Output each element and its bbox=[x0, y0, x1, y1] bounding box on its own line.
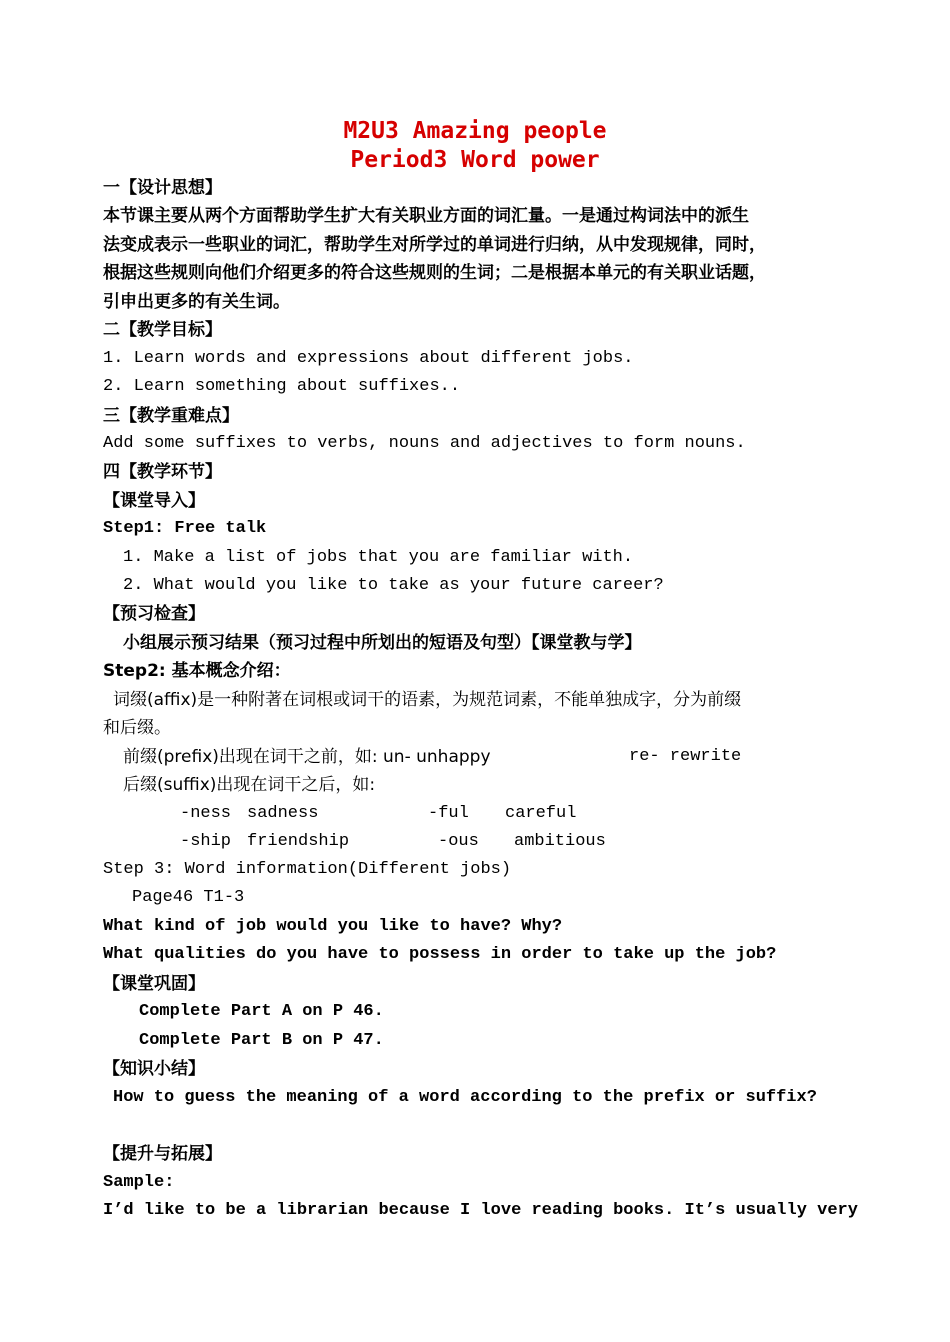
page-reference: Page46 T1-3 bbox=[132, 888, 245, 907]
document-subtitle: Period3 Word power bbox=[350, 147, 600, 173]
complete-part-a: Complete Part A on P 46. bbox=[139, 1002, 384, 1021]
consolidate-heading: 【课堂巩固】 bbox=[103, 974, 205, 994]
question-2: What qualities do you have to possess in order to take up the job? bbox=[103, 945, 777, 964]
suffix-intro: 后缀(suffix)出现在词干之后，如: bbox=[123, 775, 376, 795]
preview-text: 小组展示预习结果（预习过程中所划出的短语及句型）【课堂教与学】 bbox=[123, 633, 642, 653]
procedure-heading: 四【教学环节】 bbox=[103, 462, 222, 482]
intro-heading: 【课堂导入】 bbox=[103, 491, 205, 511]
design-line-1: 本节课主要从两个方面帮助学生扩大有关职业方面的词汇量。一是通过构词法中的派生 bbox=[103, 206, 749, 226]
summary-text: How to guess the meaning of a word according to the prefix or suffix? bbox=[113, 1088, 817, 1107]
word-careful: careful bbox=[505, 804, 577, 823]
word-ambitious: ambitious bbox=[514, 832, 606, 851]
word-friendship: friendship bbox=[247, 832, 350, 851]
sample-label: Sample: bbox=[103, 1173, 175, 1192]
extend-heading: 【提升与拓展】 bbox=[103, 1144, 222, 1164]
sample-text: I’d like to be a librarian because I love reading books. It’s usually very bbox=[103, 1201, 858, 1220]
step1-item-1: 1. Make a list of jobs that you are familiar with. bbox=[123, 548, 634, 567]
design-line-2: 法变成表示一些职业的词汇，帮助学生对所学过的单词进行归纳，从中发现规律，同时， bbox=[103, 235, 766, 255]
step1-item-2: 2. What would you like to take as your future career? bbox=[123, 576, 664, 595]
keypoints-text: Add some suffixes to verbs, nouns and adjectives to form nouns. bbox=[103, 434, 746, 453]
keypoints-heading: 三【教学重难点】 bbox=[103, 406, 239, 426]
preview-heading: 【预习检查】 bbox=[103, 604, 205, 624]
question-1: What kind of job would you like to have? Why? bbox=[103, 917, 563, 936]
affix-line-2: 和后缀。 bbox=[103, 718, 171, 738]
goals-heading: 二【教学目标】 bbox=[103, 320, 222, 340]
suffix-ous: -ous bbox=[438, 832, 479, 851]
document-title: M2U3 Amazing people bbox=[343, 118, 607, 144]
step3-title: Step 3: Word information(Different jobs) bbox=[103, 860, 512, 879]
summary-heading: 【知识小结】 bbox=[103, 1059, 205, 1079]
design-line-4: 引申出更多的有关生词。 bbox=[103, 292, 290, 312]
suffix-ful: -ful bbox=[428, 804, 469, 823]
suffix-ship: -ship bbox=[180, 832, 232, 851]
affix-line-1: 词缀(affix)是一种附著在词根或词干的语素，为规范词素，不能单独成字，分为前缀 bbox=[113, 690, 742, 710]
goal-item-2: 2. Learn something about suffixes.. bbox=[103, 377, 461, 396]
prefix-example-re: re- rewrite bbox=[629, 747, 742, 766]
word-sadness: sadness bbox=[247, 804, 319, 823]
design-line-3: 根据这些规则向他们介绍更多的符合这些规则的生词；二是根据本单元的有关职业话题， bbox=[103, 263, 766, 283]
goal-item-1: 1. Learn words and expressions about different jobs. bbox=[103, 349, 634, 368]
step2-title: Step2: 基本概念介绍： bbox=[103, 661, 291, 681]
step1-title: Step1: Free talk bbox=[103, 519, 267, 538]
design-heading: 一【设计思想】 bbox=[103, 178, 222, 198]
complete-part-b: Complete Part B on P 47. bbox=[139, 1031, 384, 1050]
prefix-intro: 前缀(prefix)出现在词干之前，如: un- unhappy bbox=[123, 747, 491, 767]
suffix-ness: -ness bbox=[180, 804, 232, 823]
